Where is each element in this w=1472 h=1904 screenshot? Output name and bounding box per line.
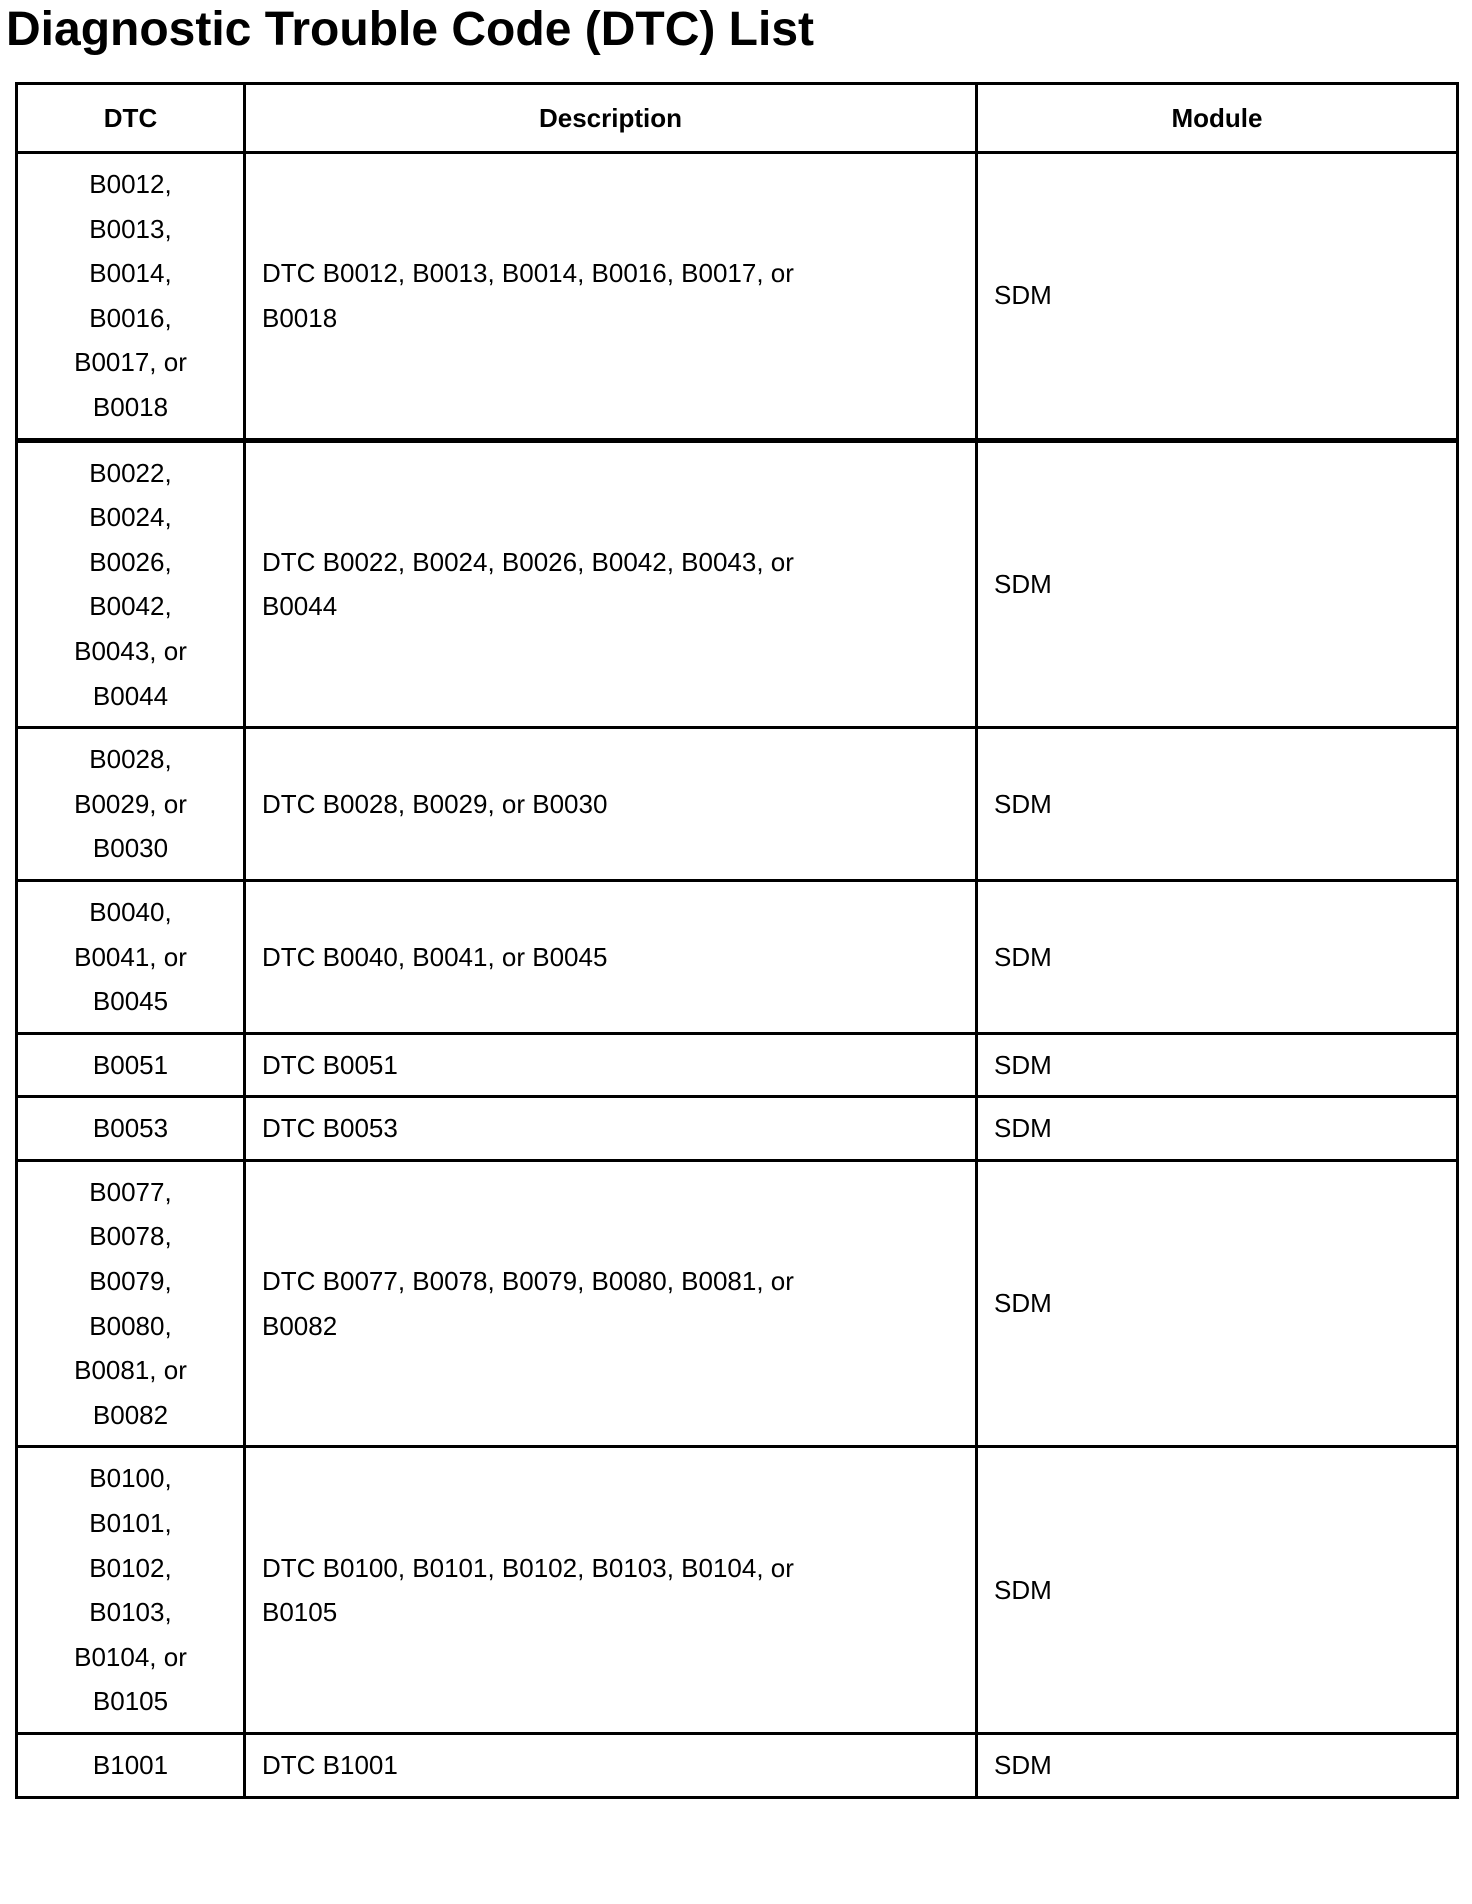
cell-dtc-codes — [17, 1447, 245, 1734]
dtc-code-line: B0078, — [89, 1221, 172, 1252]
module-text: SDM — [994, 1288, 1052, 1319]
module-text: SDM — [994, 788, 1052, 819]
dtc-code-line: B0022, — [89, 457, 172, 488]
cell-module — [977, 1097, 1458, 1161]
dtc-code-line: B0080, — [89, 1310, 172, 1341]
dtc-code-line: B0018 — [92, 391, 169, 422]
module-text: SDM — [994, 1574, 1052, 1605]
dtc-code-line: B0077, — [89, 1176, 172, 1207]
cell-description — [245, 1160, 977, 1447]
page-title: Diagnostic Trouble Code (DTC) List — [6, 3, 815, 56]
module-text: SDM — [994, 569, 1052, 600]
dtc-code-line: B0103, — [89, 1597, 172, 1628]
table-row — [17, 1447, 1458, 1734]
dtc-code-line: B0017, or — [74, 347, 187, 378]
table-row — [17, 153, 1458, 441]
dtc-code-line: B0028, — [89, 744, 172, 775]
cell-description — [245, 153, 977, 441]
dtc-code-line: B0026, — [89, 546, 172, 577]
description-text: DTC B0077, B0078, B0079, B0080, B0081, or B0082 — [262, 1266, 794, 1341]
table-row — [17, 1734, 1458, 1798]
dtc-code-line: B0079, — [89, 1266, 172, 1297]
cell-module — [977, 1160, 1458, 1447]
cell-dtc-codes — [17, 153, 245, 441]
dtc-code-line: B0013, — [89, 213, 172, 244]
cell-module — [977, 880, 1458, 1033]
dtc-code-line: B1001 — [92, 1750, 169, 1780]
dtc-code-line: B0045 — [92, 986, 169, 1017]
description-text: DTC B0040, B0041, or B0045 — [262, 941, 608, 972]
cell-dtc-codes — [17, 1160, 245, 1447]
table-row — [17, 1033, 1458, 1097]
module-text: SDM — [994, 280, 1052, 311]
description-text: DTC B0022, B0024, B0026, B0042, B0043, or B0044 — [262, 546, 794, 622]
dtc-code-line: B0053 — [92, 1113, 169, 1144]
description-text: DTC B0053 — [262, 1113, 398, 1144]
dtc-code-line: B0012, — [89, 169, 172, 199]
dtc-code-line: B0042, — [89, 591, 172, 622]
dtc-code-line: B0100, — [89, 1463, 172, 1494]
dtc-code-line: B0030 — [92, 833, 169, 864]
cell-module — [977, 1033, 1458, 1097]
table-row — [17, 440, 1458, 728]
cell-module — [977, 153, 1458, 441]
cell-description — [245, 1033, 977, 1097]
module-text: SDM — [994, 1049, 1052, 1080]
cell-module — [977, 1447, 1458, 1734]
cell-description — [245, 1097, 977, 1161]
dtc-code-line: B0014, — [89, 258, 172, 289]
module-text: SDM — [994, 1750, 1052, 1780]
cell-dtc-codes — [17, 728, 245, 881]
cell-module — [977, 1734, 1458, 1798]
cell-description — [245, 880, 977, 1033]
dtc-code-line: B0101, — [89, 1508, 172, 1539]
dtc-code-line: B0082 — [92, 1399, 169, 1430]
header-description: Description — [245, 84, 977, 153]
dtc-code-line: B0024, — [89, 502, 172, 533]
dtc-table — [15, 82, 1459, 1799]
description-text: DTC B0051 — [262, 1049, 398, 1080]
table-body — [17, 153, 1458, 1798]
cell-module — [977, 440, 1458, 728]
cell-description — [245, 1447, 977, 1734]
module-text: SDM — [994, 941, 1052, 972]
dtc-code-line: B0104, or — [74, 1641, 187, 1672]
dtc-code-line: B0081, or — [74, 1355, 187, 1386]
cell-description — [245, 1734, 977, 1798]
table-row — [17, 728, 1458, 881]
dtc-code-line: B0016, — [89, 302, 172, 333]
dtc-code-line: B0044 — [92, 680, 169, 711]
header-dtc: DTC — [17, 84, 245, 153]
dtc-code-line: B0051 — [92, 1049, 169, 1080]
dtc-code-line: B0102, — [89, 1552, 172, 1583]
cell-module — [977, 728, 1458, 881]
dtc-code-line: B0043, or — [74, 635, 187, 666]
cell-description — [245, 728, 977, 881]
cell-dtc-codes — [17, 440, 245, 728]
description-text: DTC B0028, B0029, or B0030 — [262, 788, 608, 819]
dtc-code-line: B0029, or — [74, 788, 187, 819]
cell-dtc-codes — [17, 1033, 245, 1097]
dtc-code-line: B0041, or — [74, 941, 187, 972]
table-row — [17, 1097, 1458, 1161]
cell-dtc-codes — [17, 880, 245, 1033]
description-text: DTC B0100, B0101, B0102, B0103, B0104, or B0105 — [262, 1552, 794, 1628]
module-text: SDM — [994, 1113, 1052, 1144]
table-row — [17, 1160, 1458, 1447]
description-text: DTC B1001 — [262, 1750, 398, 1780]
description-text: DTC B0012, B0013, B0014, B0016, B0017, or B0018 — [262, 258, 794, 333]
dtc-code-line: B0105 — [92, 1686, 169, 1717]
cell-dtc-codes — [17, 1097, 245, 1161]
cell-description — [245, 440, 977, 728]
header-module: Module — [977, 84, 1458, 153]
cell-dtc-codes — [17, 1734, 245, 1798]
table-header-row — [17, 84, 1458, 153]
table-row — [17, 880, 1458, 1033]
dtc-code-line: B0040, — [89, 896, 172, 927]
